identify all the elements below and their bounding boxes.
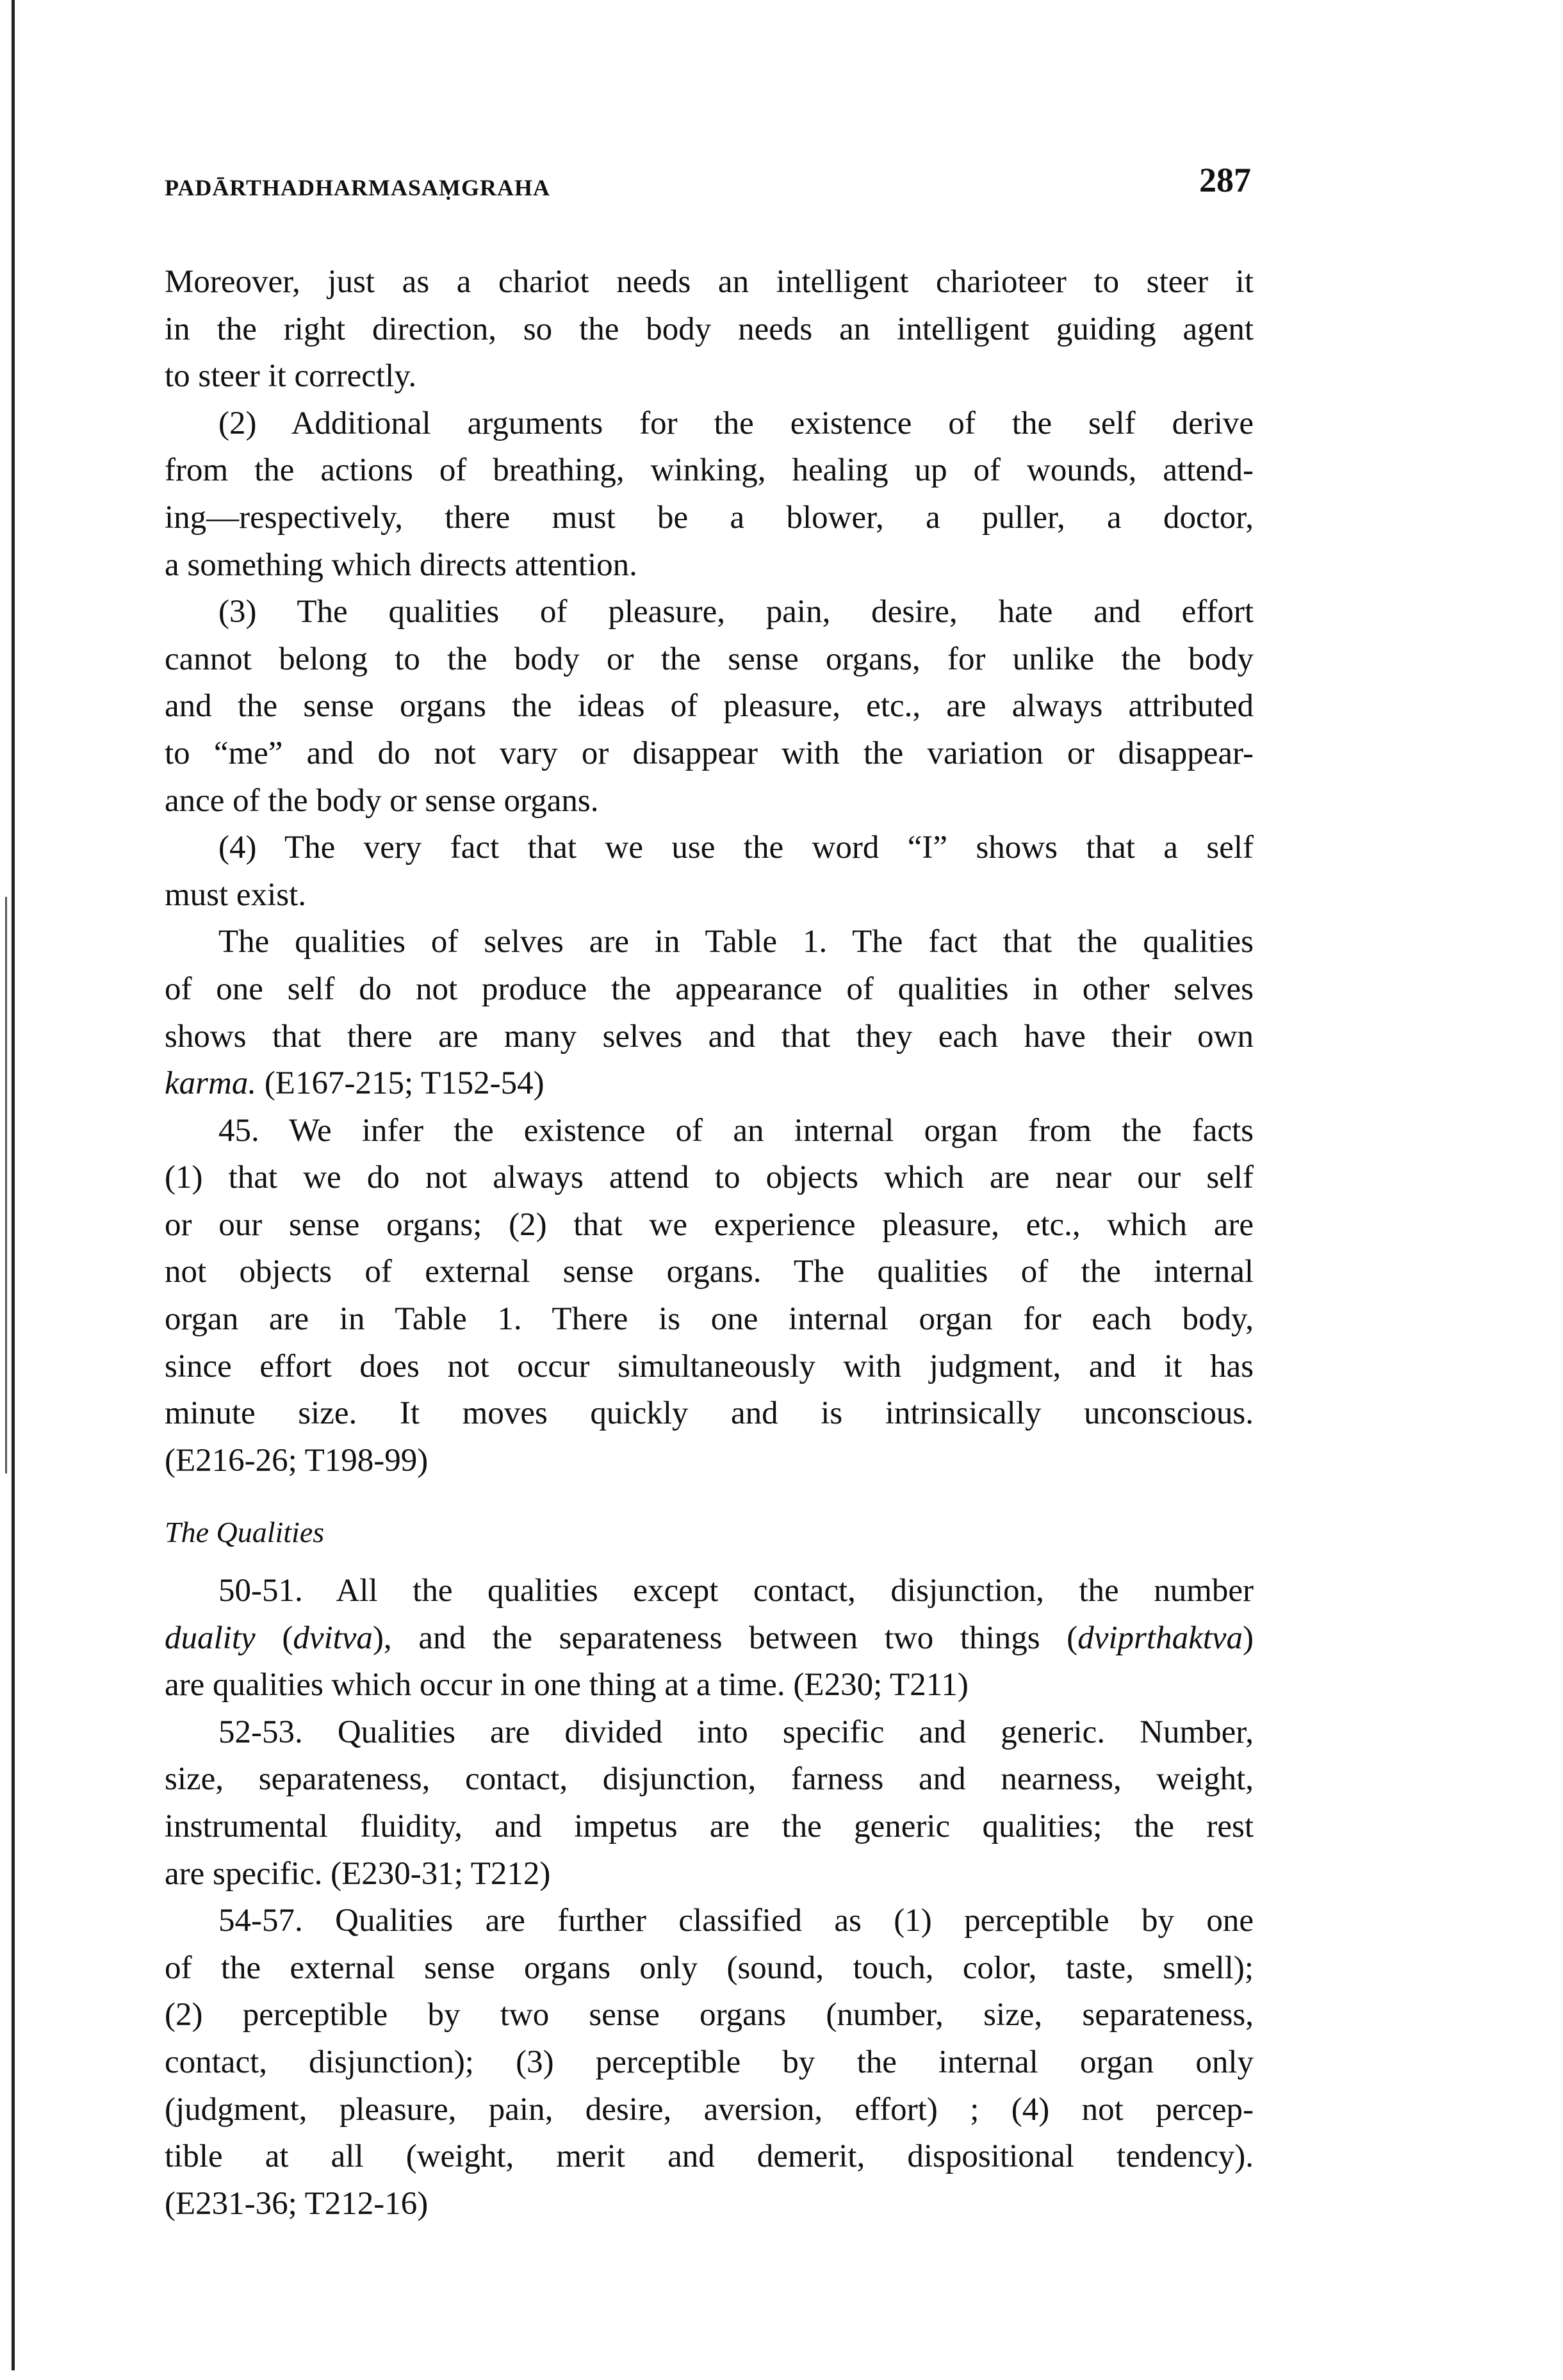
text-line: ance of the body or sense organs.	[165, 782, 599, 819]
italic-term: karma.	[165, 1065, 257, 1102]
text-line: 45. We infer the existence of an internal organ from the facts	[218, 1112, 1254, 1149]
text-line: Moreover, just as a chariot needs an intelligent charioteer to steer it	[165, 264, 1254, 300]
italic-term: duality	[165, 1620, 256, 1656]
text-line: cannot belong to the body or the sense organs, for unlike the body	[165, 641, 1254, 677]
paragraph	[165, 1898, 1254, 2228]
paragraph	[165, 400, 1254, 589]
text-line: (4) The very fact that we use the word “I” shows that a self	[218, 830, 1254, 866]
text-line: of the external sense organs only (sound, touch, color, taste, smell);	[165, 1949, 1254, 1986]
paragraph	[165, 1709, 1254, 1898]
text-line	[165, 1615, 1254, 1662]
scan-border	[5, 897, 7, 1473]
text-line: (E216-26; T198-99)	[165, 1442, 429, 1479]
text-segment: )	[1243, 1620, 1254, 1656]
paragraph	[165, 1108, 1254, 1485]
text-line: not objects of external sense organs. The qualities of the internal	[165, 1254, 1254, 1290]
italic-term: dviprthaktva	[1077, 1620, 1243, 1656]
text-line: organ are in Table 1. There is one internal organ for each body,	[165, 1301, 1254, 1338]
text-line: (E231-36; T212-16)	[165, 2185, 429, 2222]
running-head: PADĀRTHADHARMASAṂGRAHA	[165, 175, 551, 201]
text-line: contact, disjunction); (3) perceptible by the internal organ only	[165, 2044, 1254, 2080]
text-line: tible at all (weight, merit and demerit, dispositional tendency).	[165, 2138, 1254, 2175]
text-line: are qualities which occur in one thing at a time. (E230; T211)	[165, 1667, 969, 1703]
text-block-before	[165, 259, 1254, 1484]
page-body	[165, 259, 1254, 2228]
text-line: shows that there are many selves and that they each have their own	[165, 1018, 1254, 1055]
text-line: since effort does not occur simultaneously with judgment, and it has	[165, 1348, 1254, 1384]
paragraph	[165, 259, 1254, 400]
text-line: to “me” and do not vary or disappear with the variation or disappear-	[165, 735, 1254, 771]
paragraph	[165, 825, 1254, 919]
text-line: and the sense organs the ideas of pleasure, etc., are always attributed	[165, 688, 1254, 725]
text-line: 52-53. Qualities are divided into specific and generic. Number,	[218, 1714, 1254, 1750]
text-line: must exist.	[165, 876, 307, 913]
text-line: a something which directs attention.	[165, 546, 637, 583]
text-line: or our sense organs; (2) that we experience pleasure, etc., which are	[165, 1206, 1254, 1243]
text-line: ing—respectively, there must be a blower, a puller, a doctor,	[165, 499, 1254, 536]
text-segment: (E167-215; T152-54)	[256, 1065, 544, 1102]
paragraph	[165, 589, 1254, 825]
text-line: to steer it correctly.	[165, 358, 417, 395]
text-line: (3) The qualities of pleasure, pain, desire, hate and effort	[218, 594, 1254, 630]
italic-term: dvitva	[293, 1620, 373, 1656]
text-segment: ), and the separateness between two things (	[372, 1620, 1078, 1656]
text-line: instrumental fluidity, and impetus are the generic qualities; the rest	[165, 1809, 1254, 1844]
text-line: (judgment, pleasure, pain, desire, aversion, effort) ; (4) not percep-	[165, 2091, 1254, 2128]
text-line: (1) that we do not always attend to objects which are near our self	[165, 1160, 1254, 1196]
text-line: of one self do not produce the appearance of qualities in other selves	[165, 971, 1254, 1007]
text-line: 50-51. All the qualities except contact, disjunction, the number	[218, 1573, 1254, 1609]
text-segment: (	[255, 1620, 293, 1656]
paragraph	[165, 1568, 1254, 1709]
text-line: are specific. (E230-31; T212)	[165, 1855, 551, 1892]
scan-border	[12, 0, 15, 2370]
text-block-after	[165, 1568, 1254, 2228]
text-line	[165, 1060, 1254, 1108]
text-line: in the right direction, so the body needs an intelligent guiding agent	[165, 311, 1254, 347]
text-line: The qualities of selves are in Table 1. The fact that the qualities	[218, 924, 1254, 960]
text-line: (2) perceptible by two sense organs (number, size, separateness,	[165, 1997, 1254, 2033]
text-line: (2) Additional arguments for the existence of the self derive	[218, 405, 1254, 441]
text-line: size, separateness, contact, disjunction, farness and nearness, weight,	[165, 1761, 1254, 1798]
section-heading: The Qualities	[165, 1516, 325, 1549]
text-line: 54-57. Qualities are further classified as (1) perceptible by one	[218, 1903, 1254, 1939]
paragraph	[165, 919, 1254, 1107]
page-number: 287	[1199, 161, 1251, 199]
text-line: from the actions of breathing, winking, healing up of wounds, attend-	[165, 452, 1254, 489]
text-line: minute size. It moves quickly and is intrinsically unconscious.	[165, 1395, 1254, 1432]
